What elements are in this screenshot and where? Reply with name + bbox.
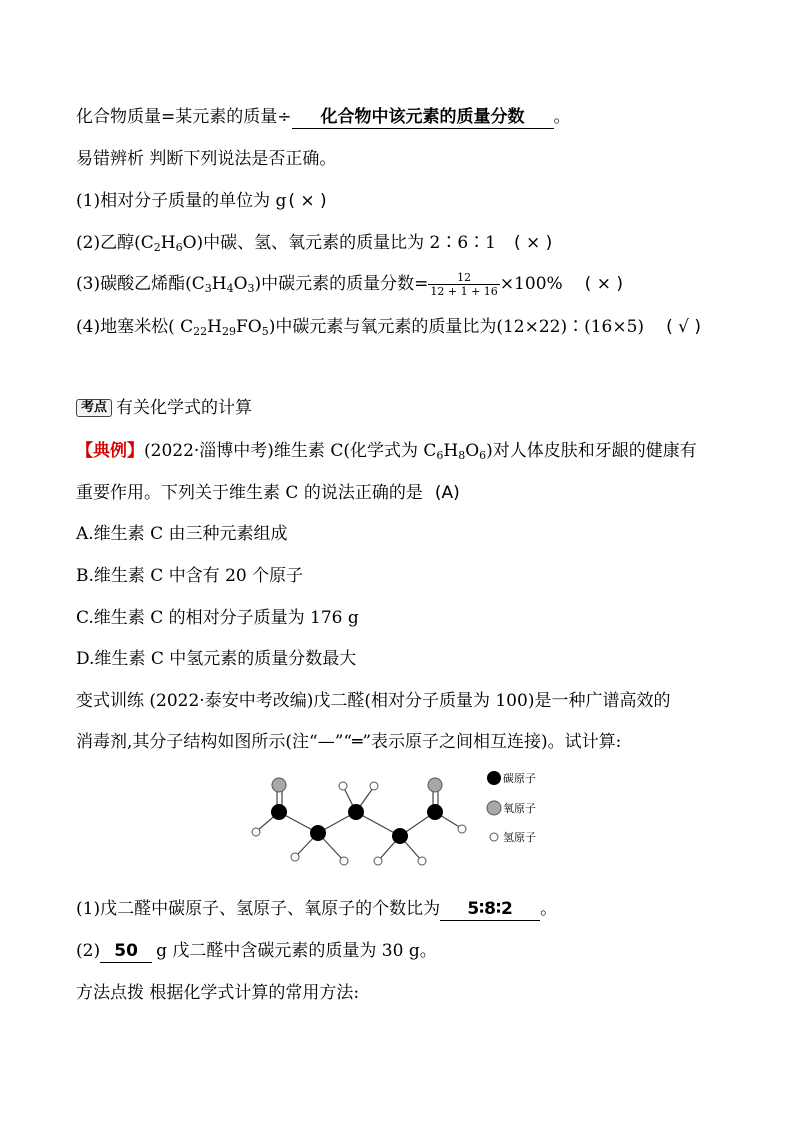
oxygen-atom <box>272 778 286 792</box>
section-title: 有关化学式的计算 <box>116 398 253 418</box>
formula-end: 。 <box>553 107 571 127</box>
judgment-2-mark: ( × ) <box>513 233 553 253</box>
section-heading <box>76 397 252 419</box>
formula-text: 化合物质量=某元素的质量÷ <box>76 107 292 127</box>
judgment-1 <box>76 190 327 212</box>
carbon-atom <box>310 825 326 841</box>
fraction-numerator: 12 <box>428 271 499 285</box>
variant-line-2: 消毒剂,其分子结构如图所示(注“—”“═”表示原子之间相互连接)。试计算: <box>76 732 622 752</box>
judgment-2-text: (2)乙醇(C <box>76 233 154 253</box>
question-1-answer: 5∶8∶2 <box>440 898 540 921</box>
judgment-4-sub: 5 <box>261 325 269 338</box>
carbon-atom <box>427 804 443 820</box>
example-text: (2022·淄博中考)维生素 C(化学式为 C <box>144 441 437 461</box>
question-2-text: g 戊二醛中含碳元素的质量为 30 g。 <box>156 941 437 961</box>
question-1 <box>76 898 557 921</box>
carbon-atom <box>392 828 408 844</box>
judgment-1-text: (1)相对分子质量的单位为 g <box>76 191 287 211</box>
judgment-3-h: H <box>211 274 227 294</box>
example-o: O <box>465 441 480 461</box>
judgment-2-sub: 2 <box>153 241 161 254</box>
example-label: 【典例】 <box>76 441 144 461</box>
question-1-end: 。 <box>540 899 558 919</box>
judgment-3-o: O <box>233 274 248 294</box>
example-sub: 6 <box>436 449 444 462</box>
fraction-denominator: 12 + 1 + 16 <box>430 285 498 298</box>
legend-oxygen-icon <box>487 801 501 815</box>
mass-fraction <box>428 271 499 298</box>
judgment-3-sub: 4 <box>226 282 234 295</box>
example-line-2 <box>76 482 460 504</box>
judgment-3-sub: 3 <box>247 282 255 295</box>
example-question: 重要作用。下列关于维生素 C 的说法正确的是 <box>76 483 423 503</box>
question-2 <box>76 940 437 963</box>
judgment-3-mid: )中碳元素的质量分数= <box>254 274 429 294</box>
hydrogen-atom <box>339 782 347 790</box>
judgment-3-mark: ( × ) <box>584 274 623 294</box>
legend-hydrogen-icon <box>490 833 498 841</box>
formula-line <box>76 106 571 129</box>
formula-answer: 化合物中该元素的质量分数 <box>292 106 554 129</box>
hydrogen-atom <box>374 857 382 865</box>
question-1-text: (1)戊二醛中碳原子、氢原子、氧原子的个数比为 <box>76 899 441 919</box>
judgment-3 <box>76 271 623 300</box>
judgment-3-sub: 3 <box>204 282 212 295</box>
legend-carbon-label: 碳原子 <box>503 772 536 785</box>
judgment-2-h: H <box>160 233 176 253</box>
judgment-4 <box>76 316 701 343</box>
legend-carbon-icon <box>487 771 501 785</box>
judgment-4-tail: )中碳元素与氧元素的质量比为(12×22)∶(16×5) <box>268 317 645 337</box>
judgment-4-mark: ( √ ) <box>666 317 701 337</box>
molecule-diagram <box>0 768 794 878</box>
example-sub: 8 <box>458 449 466 462</box>
error-title: 易错辨析 判断下列说法是否正确。 <box>76 149 337 169</box>
example-line-1 <box>76 440 697 467</box>
judgment-3-tail: ×100% <box>499 274 563 294</box>
section-tag: 考点 <box>76 399 112 417</box>
judgment-4-fo: FO <box>235 317 262 337</box>
question-2-answer: 50 <box>100 940 152 963</box>
variant-line-1: 变式训练 (2022·泰安中考改编)戊二醛(相对分子质量为 100)是一种广谱高效的 <box>76 691 671 711</box>
judgment-2-sub: 6 <box>175 241 183 254</box>
hydrogen-atom <box>370 782 378 790</box>
example-answer: (A) <box>434 483 460 503</box>
carbon-atom <box>271 804 287 820</box>
example-text-2: )对人体皮肤和牙龈的健康有 <box>486 441 697 461</box>
question-2-prefix: (2) <box>76 941 101 961</box>
legend-hydrogen-label: 氢原子 <box>503 831 536 844</box>
example-h: H <box>443 441 459 461</box>
judgment-4-h: H <box>207 317 222 337</box>
judgment-4-text: (4)地塞米松( C <box>76 317 194 337</box>
judgment-2-tail: O)中碳、氢、氧元素的质量比为 2∶6∶1 <box>182 233 496 253</box>
method-tip: 方法点拨 根据化学式计算的常用方法: <box>76 983 360 1003</box>
option-d: D.维生素 C 中氢元素的质量分数最大 <box>76 649 357 669</box>
judgment-2 <box>76 232 552 259</box>
option-a: A.维生素 C 由三种元素组成 <box>76 524 288 544</box>
carbon-atom <box>348 804 364 820</box>
judgment-4-sub: 22 <box>193 325 208 338</box>
option-c: C.维生素 C 的相对分子质量为 176 g <box>76 608 359 628</box>
hydrogen-atom <box>340 857 348 865</box>
judgment-1-mark: ( × ) <box>288 191 327 211</box>
option-b: B.维生素 C 中含有 20 个原子 <box>76 566 304 586</box>
legend-oxygen-label: 氧原子 <box>503 802 536 815</box>
hydrogen-atom <box>458 825 466 833</box>
hydrogen-atom <box>418 857 426 865</box>
judgment-3-text: (3)碳酸乙烯酯(C <box>76 274 205 294</box>
oxygen-atom <box>428 778 442 792</box>
judgment-4-sub: 29 <box>221 325 236 338</box>
hydrogen-atom <box>291 853 299 861</box>
example-sub: 6 <box>479 449 487 462</box>
hydrogen-atom <box>252 828 260 836</box>
